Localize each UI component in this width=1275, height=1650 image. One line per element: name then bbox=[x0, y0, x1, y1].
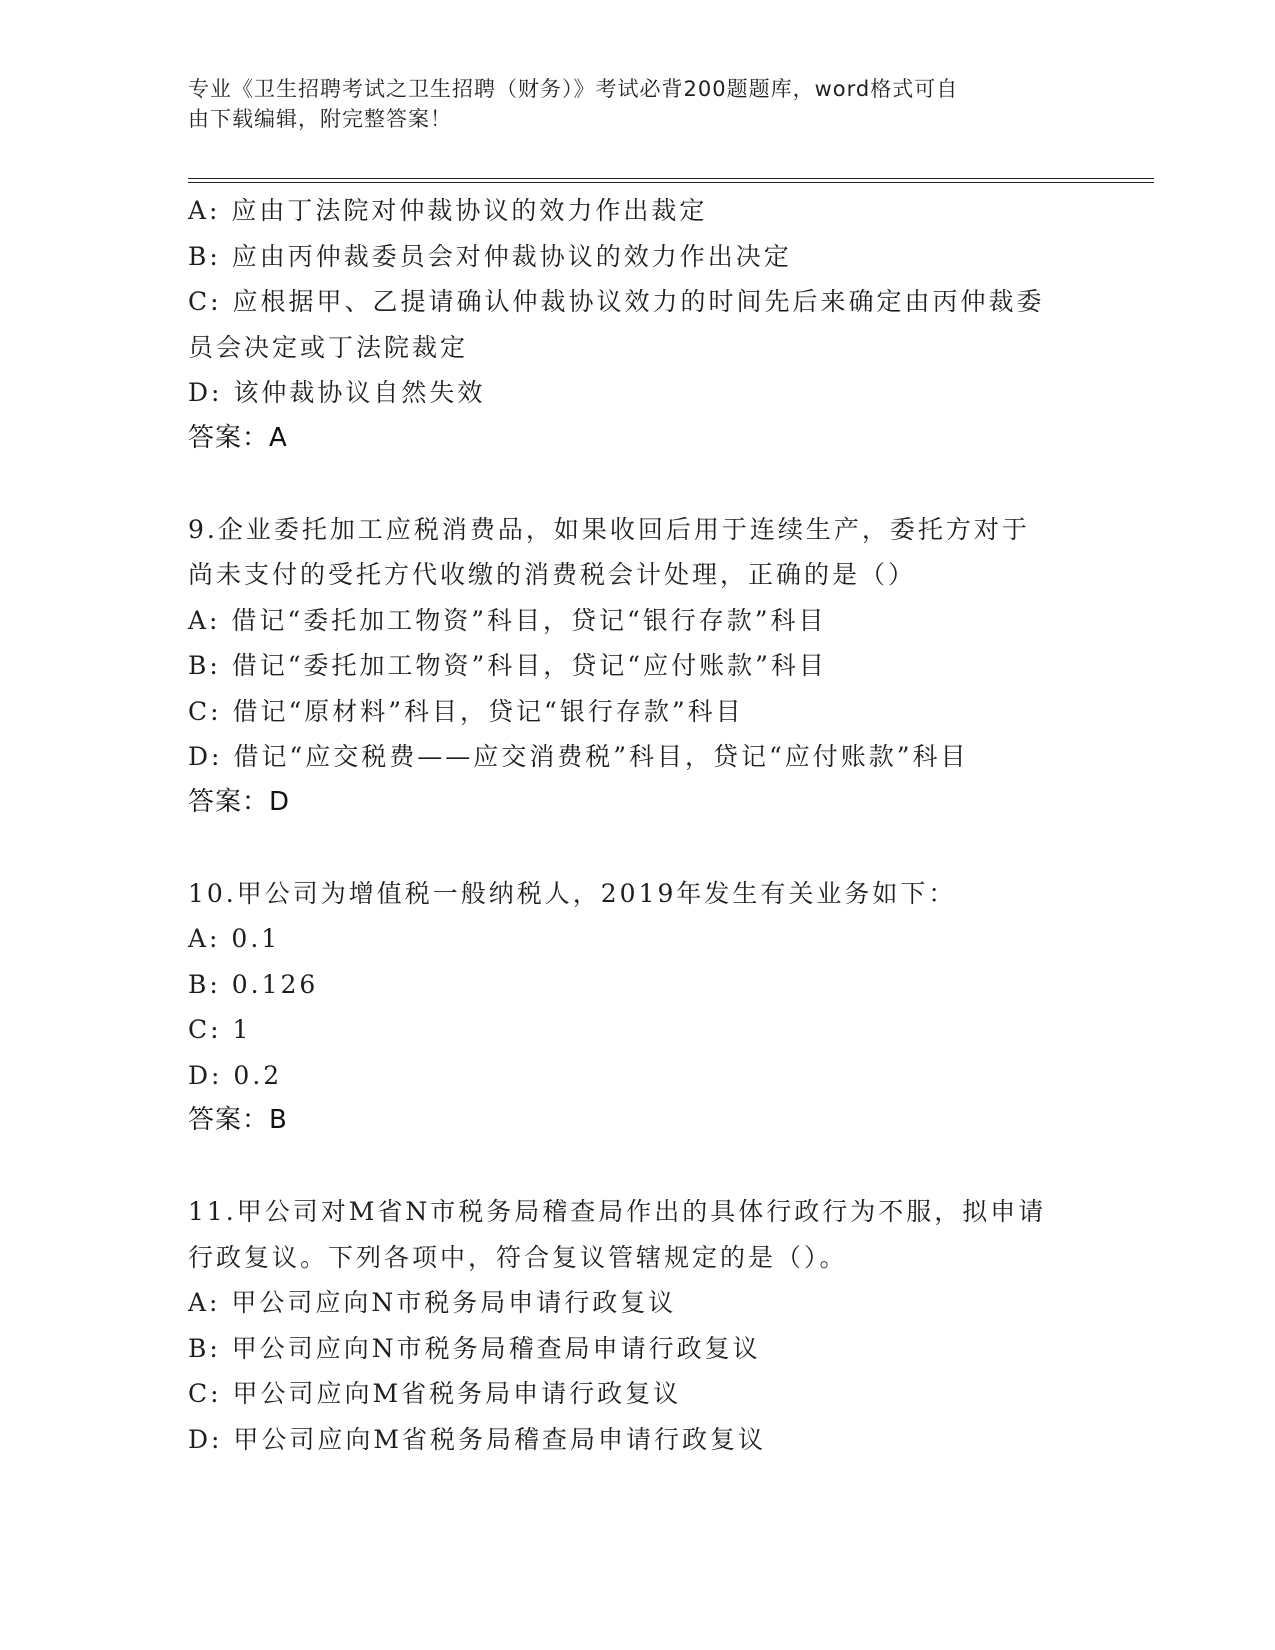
question-11-option-c: C: 甲公司应向M省税务局申请行政复议 bbox=[188, 1379, 682, 1408]
question-8-block bbox=[188, 188, 1148, 461]
question-9-stem-line-2: 尚未支付的受托方代收缴的消费税会计处理，正确的是（） bbox=[188, 560, 917, 589]
question-11-option-b: B: 甲公司应向N市税务局稽查局申请行政复议 bbox=[188, 1333, 761, 1363]
question-9-option-b: B: 借记“委托加工物资”科目，贷记“应付账款”科目 bbox=[188, 651, 827, 680]
question-11-block bbox=[188, 1189, 1148, 1462]
question-8-option-d: D: 该仲裁协议自然失效 bbox=[188, 378, 486, 407]
question-11-option-a: A: 甲公司应向N市税务局申请行政复议 bbox=[188, 1288, 677, 1317]
question-11-stem-line-2: 行政复议。下列各项中，符合复议管辖规定的是（）。 bbox=[188, 1242, 848, 1272]
question-11-stem-line-1: 11.甲公司对M省N市税务局稽查局作出的具体行政行为不服，拟申请 bbox=[188, 1197, 1047, 1226]
header-line-1: 专业《卫生招聘考试之卫生招聘（财务）》考试必背200题题库，word格式可自 bbox=[188, 77, 959, 101]
question-8-answer: 答案：A bbox=[188, 422, 288, 453]
question-9-option-a: A: 借记“委托加工物资”科目，贷记“银行存款”科目 bbox=[188, 605, 827, 635]
question-9-stem-line-1: 9.企业委托加工应税消费品，如果收回后用于连续生产，委托方对于 bbox=[188, 514, 1030, 544]
question-8-option-c-line-2: 员会决定或丁法院裁定 bbox=[188, 332, 469, 362]
question-11-option-d: D: 甲公司应向M省税务局稽查局申请行政复议 bbox=[188, 1424, 767, 1454]
question-8-option-b: B: 应由丙仲裁委员会对仲裁协议的效力作出决定 bbox=[188, 241, 792, 271]
question-10-option-b: B: 0.126 bbox=[188, 969, 319, 999]
question-9-answer: 答案：D bbox=[188, 786, 291, 817]
question-10-option-d: D: 0.2 bbox=[188, 1060, 283, 1090]
spacer bbox=[188, 825, 1148, 871]
question-8-option-a: A: 应由丁法院对仲裁协议的效力作出裁定 bbox=[188, 196, 708, 225]
question-10-block bbox=[188, 871, 1148, 1144]
question-list bbox=[188, 188, 1148, 1462]
spacer bbox=[188, 1144, 1148, 1190]
header-divider bbox=[188, 178, 1154, 183]
question-9-block bbox=[188, 507, 1148, 826]
question-10-option-a: A: 0.1 bbox=[188, 924, 281, 953]
question-10-answer: 答案：B bbox=[188, 1105, 288, 1135]
question-10-option-c: C: 1 bbox=[188, 1015, 252, 1044]
question-8-option-c-line-1: C: 应根据甲、乙提请确认仲裁协议效力的时间先后来确定由丙仲裁委 bbox=[188, 287, 1045, 316]
question-10-stem-line-1: 10.甲公司为增值税一般纳税人，2019年发生有关业务如下： bbox=[188, 878, 957, 908]
header-line-2: 由下载编辑，附完整答案！ bbox=[188, 107, 452, 131]
question-9-option-c: C: 借记“原材料”科目，贷记“银行存款”科目 bbox=[188, 696, 744, 726]
question-9-option-d: D: 借记“应交税费——应交消费税”科目，贷记“应付账款”科目 bbox=[188, 742, 969, 771]
page-header bbox=[188, 74, 1068, 134]
spacer bbox=[188, 461, 1148, 507]
